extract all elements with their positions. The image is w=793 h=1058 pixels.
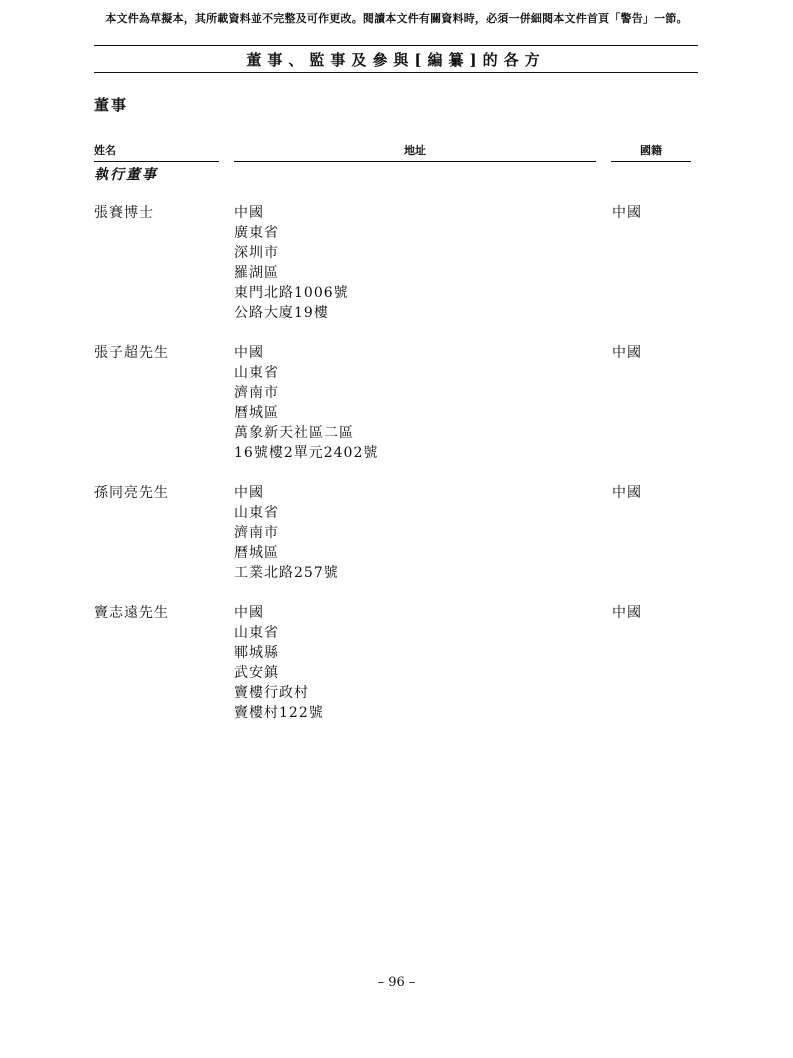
director-nationality: 中國 xyxy=(612,605,642,621)
director-nationality: 中國 xyxy=(612,485,642,501)
address-line: 16號樓2單元2402號 xyxy=(234,445,379,461)
address-line: 公路大廈19樓 xyxy=(234,305,329,321)
address-line: 山東省 xyxy=(234,625,279,641)
address-line: 武安鎮 xyxy=(234,665,279,681)
address-line: 濟南市 xyxy=(234,385,279,401)
address-line: 竇樓村122號 xyxy=(234,705,324,721)
address-line: 曆城區 xyxy=(234,405,279,421)
address-line: 竇樓行政村 xyxy=(234,685,309,701)
section-heading: 董事 xyxy=(94,96,129,114)
address-line: 濟南市 xyxy=(234,525,279,541)
director-address xyxy=(234,483,339,583)
column-header-name: 姓名 xyxy=(94,142,219,162)
director-name: 張子超先生 xyxy=(94,345,169,361)
address-line: 曆城區 xyxy=(234,545,279,561)
director-nationality: 中國 xyxy=(612,205,642,221)
director-address xyxy=(234,343,378,463)
column-header-address: 地址 xyxy=(234,142,596,162)
address-line: 山東省 xyxy=(234,365,279,381)
address-line: 中國 xyxy=(234,205,264,221)
title-top-rule xyxy=(94,45,698,46)
director-address xyxy=(234,203,349,323)
title-bottom-rule xyxy=(94,72,698,73)
director-name: 竇志遠先生 xyxy=(94,605,169,621)
director-address xyxy=(234,603,324,723)
address-line: 中國 xyxy=(234,485,264,501)
address-line: 中國 xyxy=(234,345,264,361)
address-line: 廣東省 xyxy=(234,225,279,241)
executive-directors-subheading: 執行董事 xyxy=(94,167,158,183)
address-line: 東門北路1006號 xyxy=(234,285,349,301)
address-line: 鄆城縣 xyxy=(234,645,279,661)
address-line: 深圳市 xyxy=(234,245,279,261)
column-header-nationality: 國籍 xyxy=(611,142,691,162)
address-line: 中國 xyxy=(234,605,264,621)
director-name: 張賽博士 xyxy=(94,205,154,221)
address-line: 萬象新天社區二區 xyxy=(234,425,354,441)
page-number: – 96 – xyxy=(377,975,416,990)
director-nationality: 中國 xyxy=(612,345,642,361)
address-line: 山東省 xyxy=(234,505,279,521)
director-name: 孫同亮先生 xyxy=(94,485,169,501)
page-title: 董事、監事及參與[編纂]的各方 xyxy=(246,51,546,69)
draft-warning-note: 本文件為草擬本，其所載資料並不完整及可作更改。閱讀本文件有關資料時，必須一併細閱本文件首頁「警告」一節。 xyxy=(105,12,688,25)
address-line: 工業北路257號 xyxy=(234,565,339,581)
address-line: 羅湖區 xyxy=(234,265,279,281)
